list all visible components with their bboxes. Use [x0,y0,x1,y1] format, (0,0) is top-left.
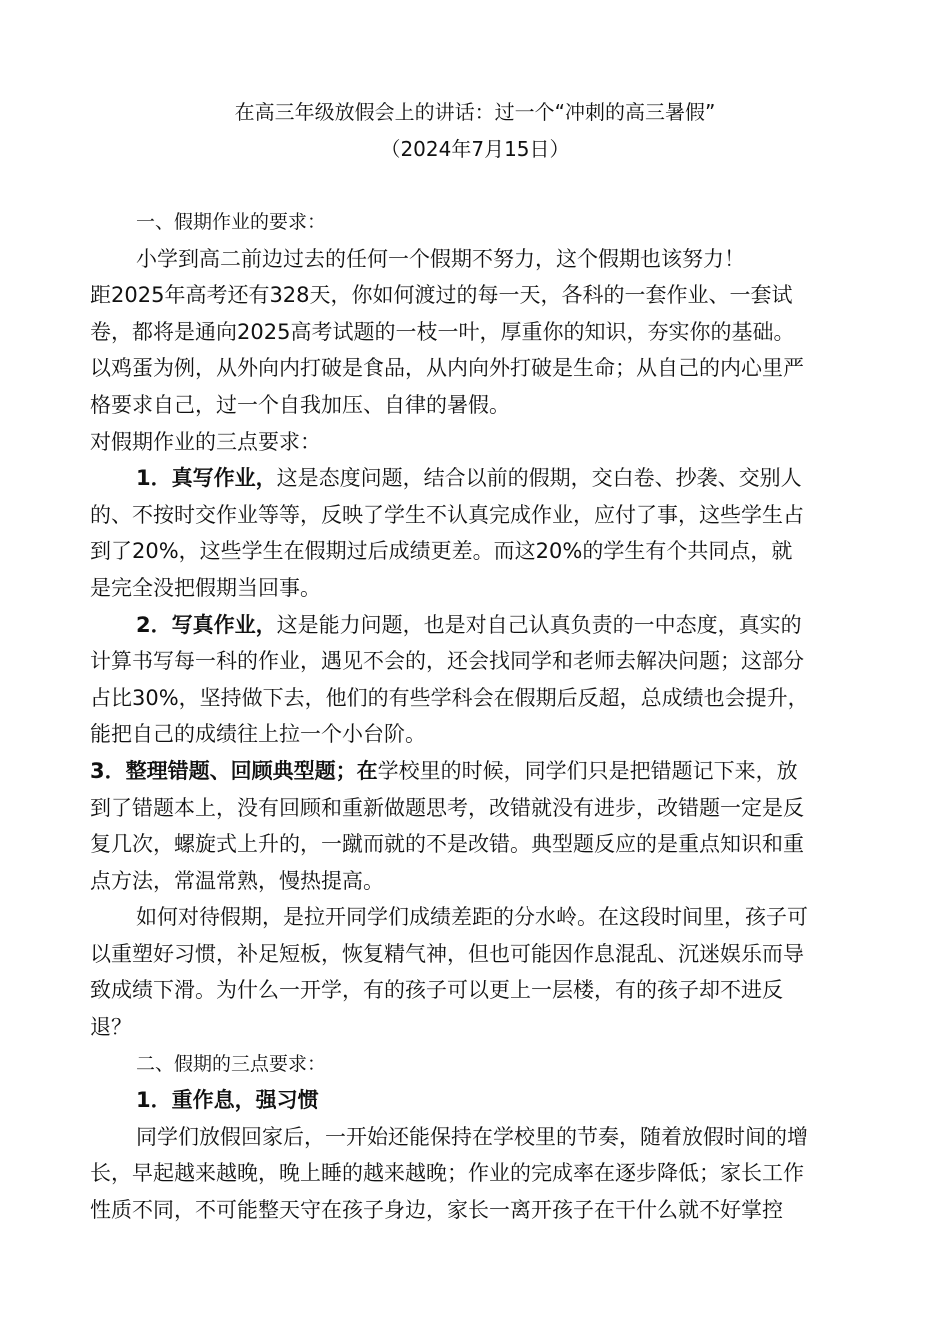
paragraph-line: 能把自己的成绩往上拉一个小台阶。 [90,722,426,747]
bold-lead: 3．整理错题、回顾典型题；在 [90,758,378,783]
bold-lead: 1．重作息，强习惯 [136,1088,319,1113]
paragraph-line: 格要求自己，过一个自我加压、自律的暑假。 [90,392,510,417]
paragraph-line: 退？ [90,1015,132,1040]
paragraph-line: 如何对待假期，是拉开同学们成绩差距的分水岭。在这段时间里，孩子可 [136,905,808,930]
paragraph-line: 距2025年高考还有328天，你如何渡过的每一天，各科的一套作业、一套试 [90,283,793,308]
paragraph-line: 同学们放假回家后，一开始还能保持在学校里的节奏，随着放假时间的增 [136,1124,808,1149]
paragraph-line: 卷，都将是通向2025高考试题的一枝一叶，厚重你的知识，夯实你的基础。 [90,319,795,344]
paragraph-line: 性质不同，不可能整天守在孩子身边，家长一离开孩子在干什么就不好掌控 [90,1198,783,1223]
paragraph-line: 对假期作业的三点要求： [90,429,321,454]
paragraph-line: 以鸡蛋为例，从外向内打破是食品，从内向外打破是生命；从自己的内心里严 [90,356,804,381]
paragraph-line: 小学到高二前边过去的任何一个假期不努力，这个假期也该努力！ [136,246,745,271]
document-body [90,204,860,1229]
paragraph-line: 复几次，螺旋式上升的，一蹴而就的不是改错。典型题反应的是重点知识和重 [90,832,804,857]
subsection-heading [90,1082,860,1119]
section-heading-homework: 一、假期作业的要求： [136,211,327,233]
paragraph-line: 点方法，常温常熟，慢热提高。 [90,868,384,893]
paragraph-line: 长，早起越来越晚，晚上睡的越来越晚；作业的完成率在逐步降低；家长工作 [90,1161,804,1186]
paragraph-line: 2．写真作业，这是能力问题，也是对自己认真负责的一中态度，真实的 [136,612,802,637]
paragraph-line: 以重塑好习惯，补足短板，恢复精气神，但也可能因作息混乱、沉迷娱乐而导 [90,941,804,966]
document-title: 在高三年级放假会上的讲话：过一个“冲刺的高三暑假” [234,100,716,124]
paragraph-line: 到了20%，这些学生在假期过后成绩更差。而这20%的学生有个共同点，就 [90,539,793,564]
paragraph-line: 是完全没把假期当回事。 [90,575,321,600]
paragraph-line: 计算书写每一科的作业，遇见不会的，还会找同学和老师去解决问题；这部分 [90,649,804,674]
bold-lead: 2．写真作业， [136,612,277,637]
bold-lead: 1．真写作业， [136,466,277,491]
document-date: （2024年7月15日） [380,137,570,161]
section-heading-holiday: 二、假期的三点要求： [136,1052,327,1075]
paragraph-line: 占比30%，坚持做下去，他们的有些学科会在假期后反超，总成绩也会提升， [90,685,809,710]
paragraph-line: 3．整理错题、回顾典型题；在学校里的时候，同学们只是把错题记下来，放 [90,758,798,783]
paragraph-line: 到了错题本上，没有回顾和重新做题思考，改错就没有进步，改错题一定是反 [90,795,804,820]
paragraph-line: 1．真写作业，这是态度问题，结合以前的假期，交白卷、抄袭、交别人 [136,466,802,491]
paragraph-line: 的、不按时交作业等等，反映了学生不认真完成作业，应付了事，这些学生占 [90,502,804,527]
paragraph-line: 致成绩下滑。为什么一开学，有的孩子可以更上一层楼，有的孩子却不进反 [90,978,783,1003]
